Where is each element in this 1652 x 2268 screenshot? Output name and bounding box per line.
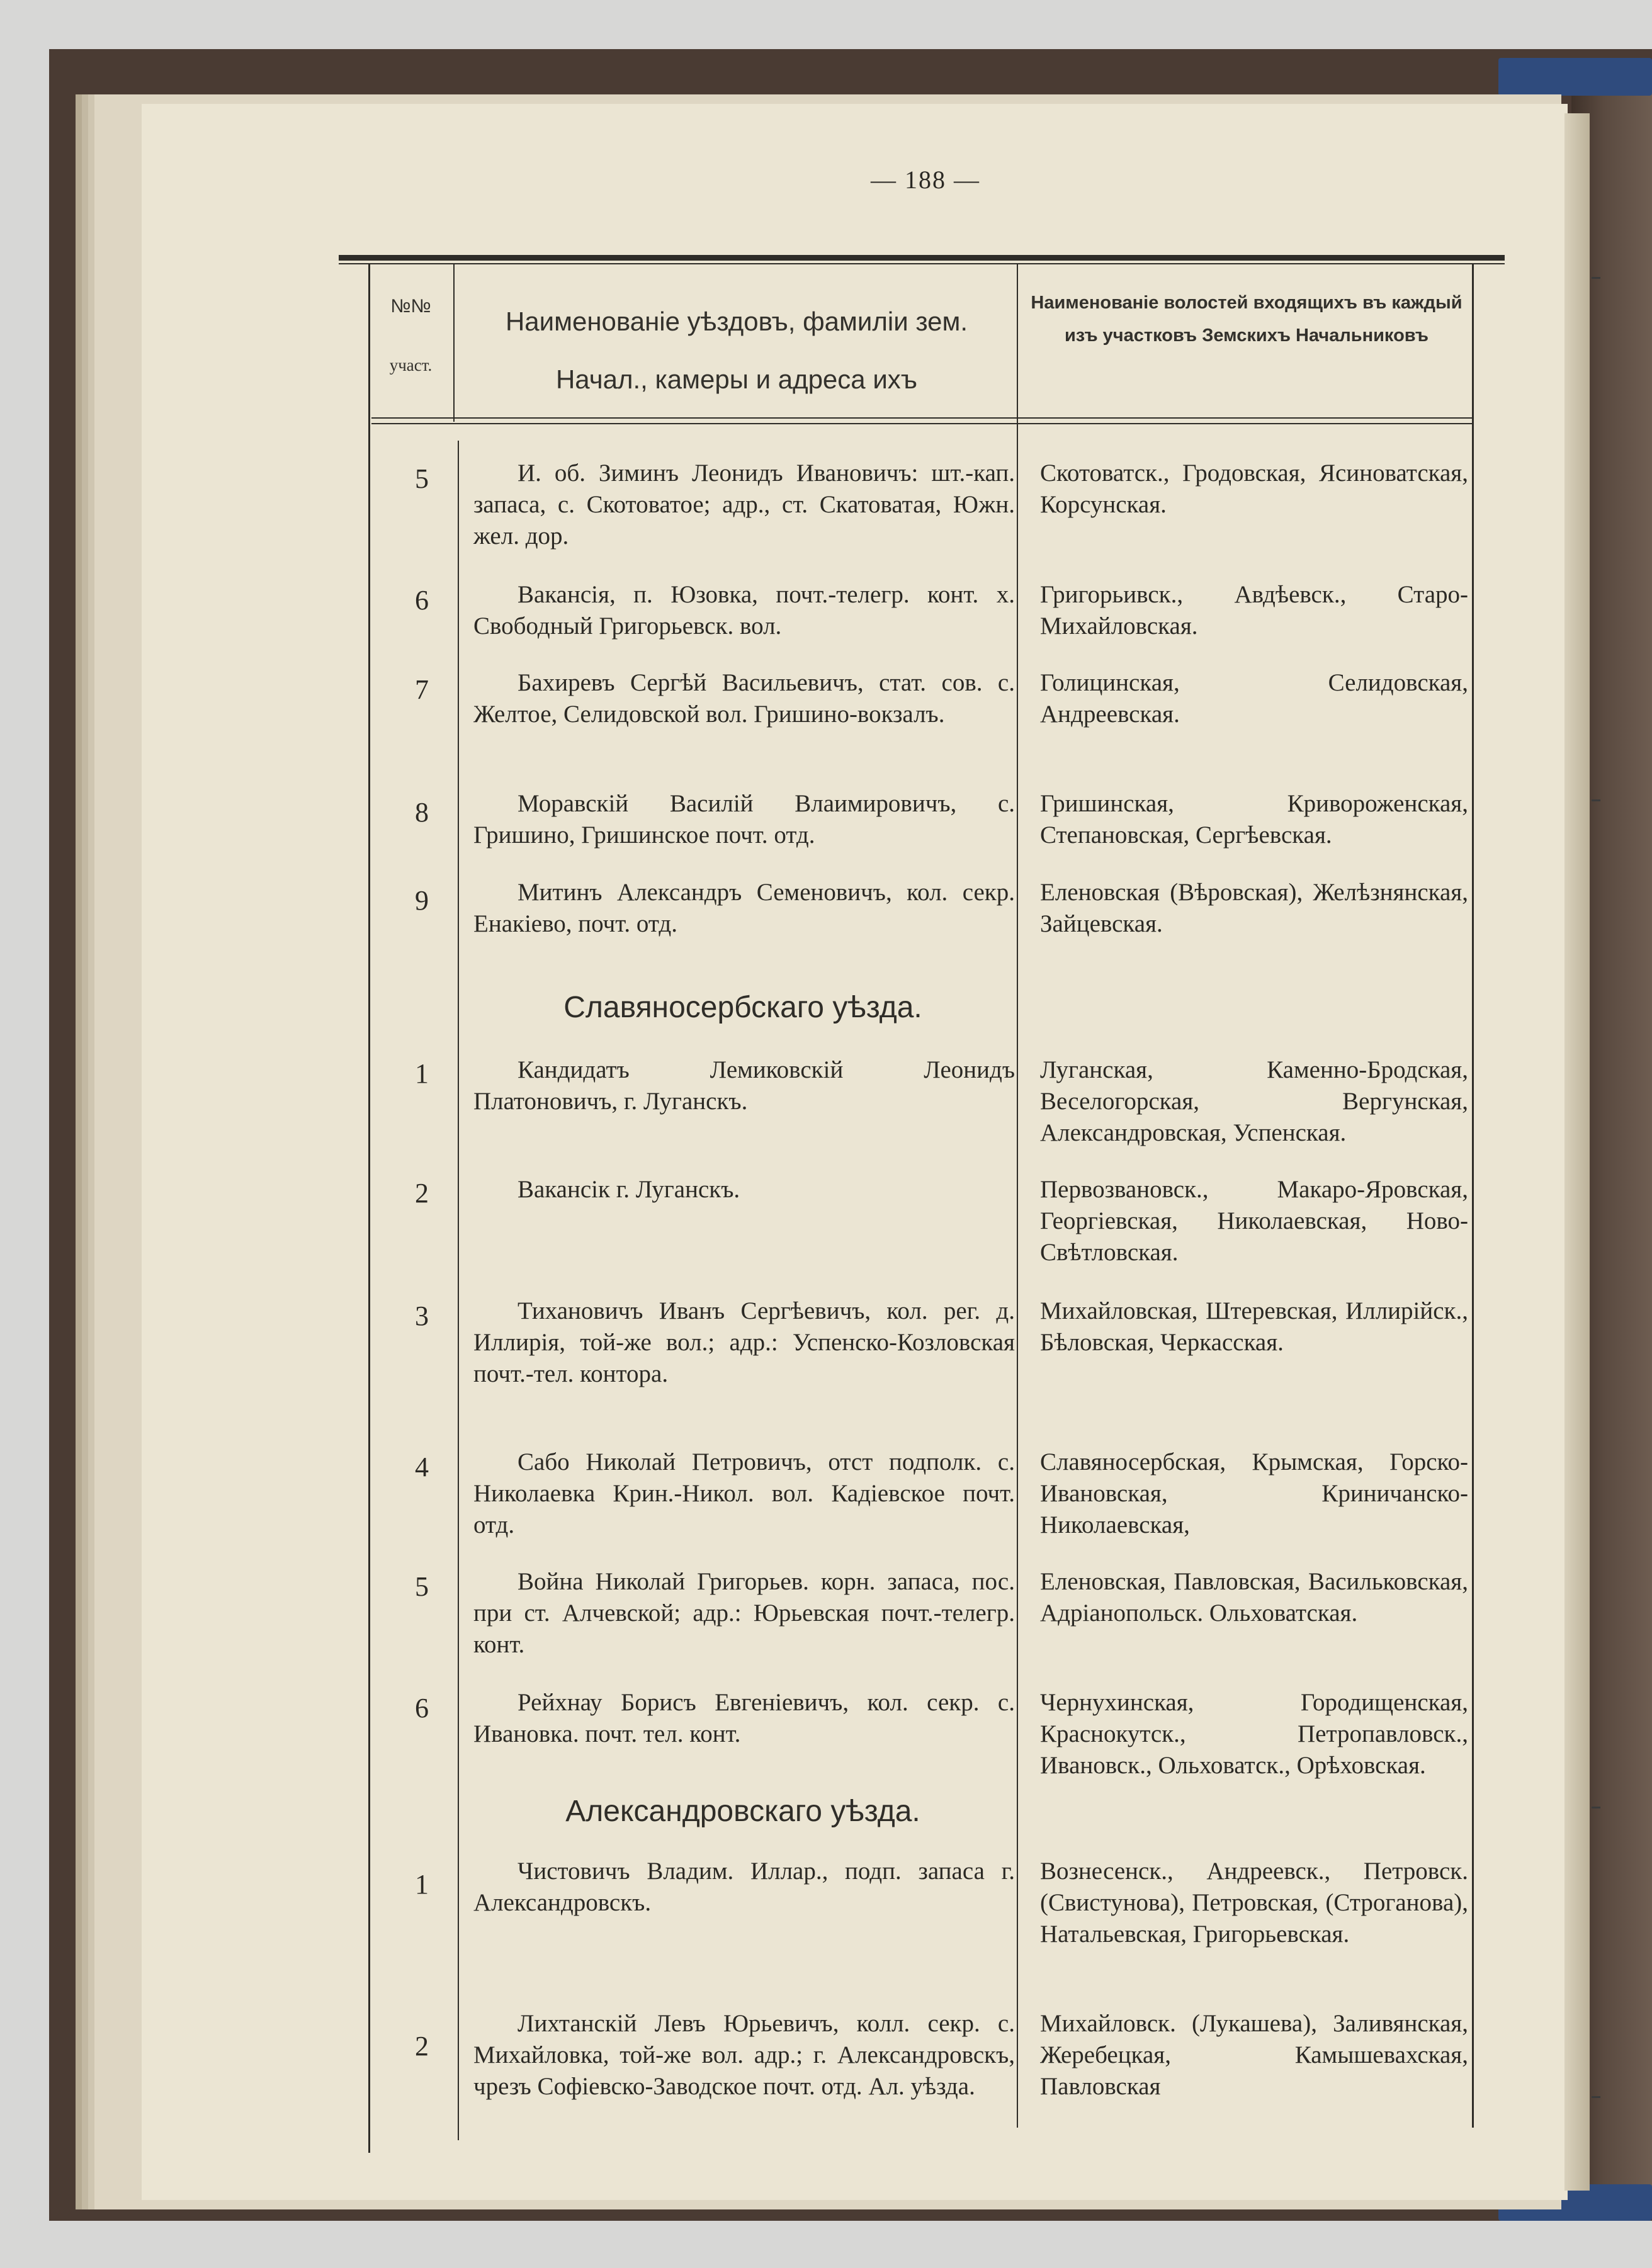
row-text-body: Война Николай Григорьев. корн. запаса, пос. при ст. Алчевской; адр.: Юрьевская почт.-телегр. конт. (473, 1568, 1015, 1658)
row-num: 1 (415, 1869, 429, 1900)
row-num: 5 (415, 463, 429, 494)
row-volosts (1040, 1856, 1468, 1950)
column-rule-num (453, 264, 455, 422)
row-volosts (1040, 458, 1468, 521)
row-text-body: Тихановичъ Иванъ Сергѣевичъ, кол. рег. д. Иллирія, той-же вол.; адр.: Успенско-Козловская почт.-тел. контора. (473, 1297, 1015, 1387)
table-top-rule (339, 255, 1505, 261)
row-volosts-body: Луганская, Каменно-Бродская, Веселогорская, Вергунская, Александровская, Успенская. (1040, 1056, 1468, 1146)
page-right-edge (1564, 113, 1590, 2191)
row-text-body: Моравскій Василій Влаимировичъ, с. Гришино, Гришинское почт. отд. (473, 790, 1015, 849)
row-volosts (1040, 1566, 1468, 1629)
row-text (473, 1174, 1015, 1205)
row-volosts-body: Григорьивск., Авдѣевск., Старо-Михайловская. (1040, 581, 1468, 640)
header-num-sub: участ. (389, 356, 433, 375)
row-num: 8 (415, 797, 429, 828)
row-text (473, 1856, 1015, 1919)
header-middle: Наименованіе уѣздовъ, фамиліи зем. Начал., камеры и адреса ихъ (505, 307, 968, 394)
header-num: №№ (390, 296, 431, 317)
row-volosts-body: Михайловск. (Лукашева), Заливянская, Жеребецкая, Камышевахская, Павловская (1040, 2010, 1468, 2100)
margin-tick (1592, 2096, 1600, 2098)
row-volosts (1040, 1174, 1468, 1268)
row-text-body: Сабо Николай Петровичъ, отст подполк. с. Николаевка Крин.-Никол. вол. Кадіевское почт. отд. (473, 1448, 1015, 1538)
row-volosts-body: Вознесенск., Андреевск., Петровск. (Свистунова), Петровская, (Строганова), Натальевская, Григорьевская. (1040, 1858, 1468, 1948)
row-text-body: Митинъ Александръ Семеновичъ, кол. секр. Енакіево, почт. отд. (473, 879, 1015, 937)
row-volosts-body: Еленовская (Вѣровская), Желѣзнянская, Зайцевская. (1040, 879, 1468, 937)
row-volosts (1040, 877, 1468, 940)
row-num: 2 (415, 2031, 429, 2062)
row-text-body: Вакансія, п. Юзовка, почт.-телегр. конт. х. Свободный Григорьевск. вол. (473, 581, 1015, 640)
row-text-body: Вакансік г. Луганскъ. (518, 1176, 740, 1203)
header-bottom-rule-2 (371, 423, 1473, 424)
row-volosts (1040, 579, 1468, 642)
row-volosts (1040, 1295, 1468, 1358)
row-text-body: Чистовичъ Владим. Иллар., подп. запаса г. Александровскъ. (473, 1858, 1015, 1916)
table-top-rule-thin (339, 263, 1505, 264)
row-volosts (1040, 1687, 1468, 1781)
row-volosts-body: Скотоватск., Гродовская, Ясиноватская, Корсунская. (1040, 460, 1468, 518)
row-text-body: И. об. Зиминъ Леонидъ Ивановичъ: шт.-кап. запаса, с. Скотоватое; адр., ст. Скатоватая, Южн. жел. дор. (473, 460, 1015, 550)
row-text (473, 788, 1015, 851)
row-num: 5 (415, 1571, 429, 1602)
row-num: 3 (415, 1300, 429, 1331)
row-text (473, 579, 1015, 642)
row-text-body: Рейхнау Борисъ Евгеніевичъ, кол. секр. с. Ивановка. почт. тел. конт. (473, 1689, 1015, 1747)
section-title-slavyanoserbsk: Славяносербскаго уѣзда. (563, 991, 922, 1024)
row-text (473, 458, 1015, 552)
row-text (473, 877, 1015, 940)
row-num: 4 (415, 1452, 429, 1482)
row-text (473, 1566, 1015, 1661)
row-volosts-body: Михайловская, Штеревская, Иллирійск., Бѣловская, Черкасская. (1040, 1297, 1468, 1356)
row-text (473, 1054, 1015, 1117)
row-volosts (1040, 2008, 1468, 2102)
column-rule-right (1472, 264, 1474, 2128)
row-text (473, 667, 1015, 730)
row-num: 7 (415, 674, 429, 705)
row-volosts (1040, 1054, 1468, 1149)
row-text (473, 2008, 1015, 2102)
row-volosts (1040, 788, 1468, 851)
header-right: Наименованіе волостей входящихъ въ каждый изъ участковъ Земскихъ Начальниковъ (1031, 293, 1462, 346)
header-bottom-rule (371, 417, 1473, 419)
row-volosts-body: Славяносербская, Крымская, Горско-Ивановская, Криничанско-Николаевская, (1040, 1448, 1468, 1538)
row-text-body: Лихтанскій Левъ Юрьевичъ, колл. секр. с. Михайловка, той-же вол. адр.; г. Александровскъ, чрезъ Софіевско-Заводское почт. отд. Ал. уѣзда. (473, 2010, 1015, 2100)
row-volosts-body: Голицинская, Селидовская, Андреевская. (1040, 669, 1468, 728)
row-text-body: Бахиревъ Сергѣй Васильевичъ, стат. сов. с. Желтое, Селидовской вол. Гришино-вокзалъ. (473, 669, 1015, 728)
margin-tick (1592, 1807, 1600, 1808)
margin-tick (1592, 799, 1600, 801)
row-text-body: Кандидатъ Лемиковскій Леонидъ Платоновичъ, г. Луганскъ. (473, 1056, 1015, 1115)
margin-tick (1592, 277, 1600, 279)
row-num: 1 (415, 1058, 429, 1089)
row-volosts-body: Чернухинская, Городищенская, Краснокутск., Петропавловск., Ивановск., Ольховатск., Орѣховская. (1040, 1689, 1468, 1779)
row-num: 2 (415, 1178, 429, 1209)
page-number: — 188 — (871, 166, 980, 194)
row-text (473, 1687, 1015, 1750)
row-volosts-body: Первозвановск., Макаро-Яровская, Георгіевская, Николаевская, Ново-Свѣтловская. (1040, 1176, 1468, 1266)
row-text (473, 1295, 1015, 1390)
row-num: 9 (415, 885, 429, 916)
row-volosts (1040, 1447, 1468, 1541)
section-title-aleksandrovsk: Александровскаго уѣзда. (565, 1795, 920, 1828)
row-text (473, 1447, 1015, 1541)
row-num: 6 (415, 585, 429, 616)
row-volosts (1040, 667, 1468, 730)
blue-bookmark-top (1498, 58, 1652, 96)
row-num: 6 (415, 1693, 429, 1724)
column-rule-left (368, 264, 370, 2153)
row-volosts-body: Гришинская, Кривороженская, Степановская, Сергѣевская. (1040, 790, 1468, 849)
column-rule-mid (1017, 264, 1018, 2128)
row-volosts-body: Еленовская, Павловская, Васильковская, Адріанопольск. Ольховатская. (1040, 1568, 1468, 1627)
